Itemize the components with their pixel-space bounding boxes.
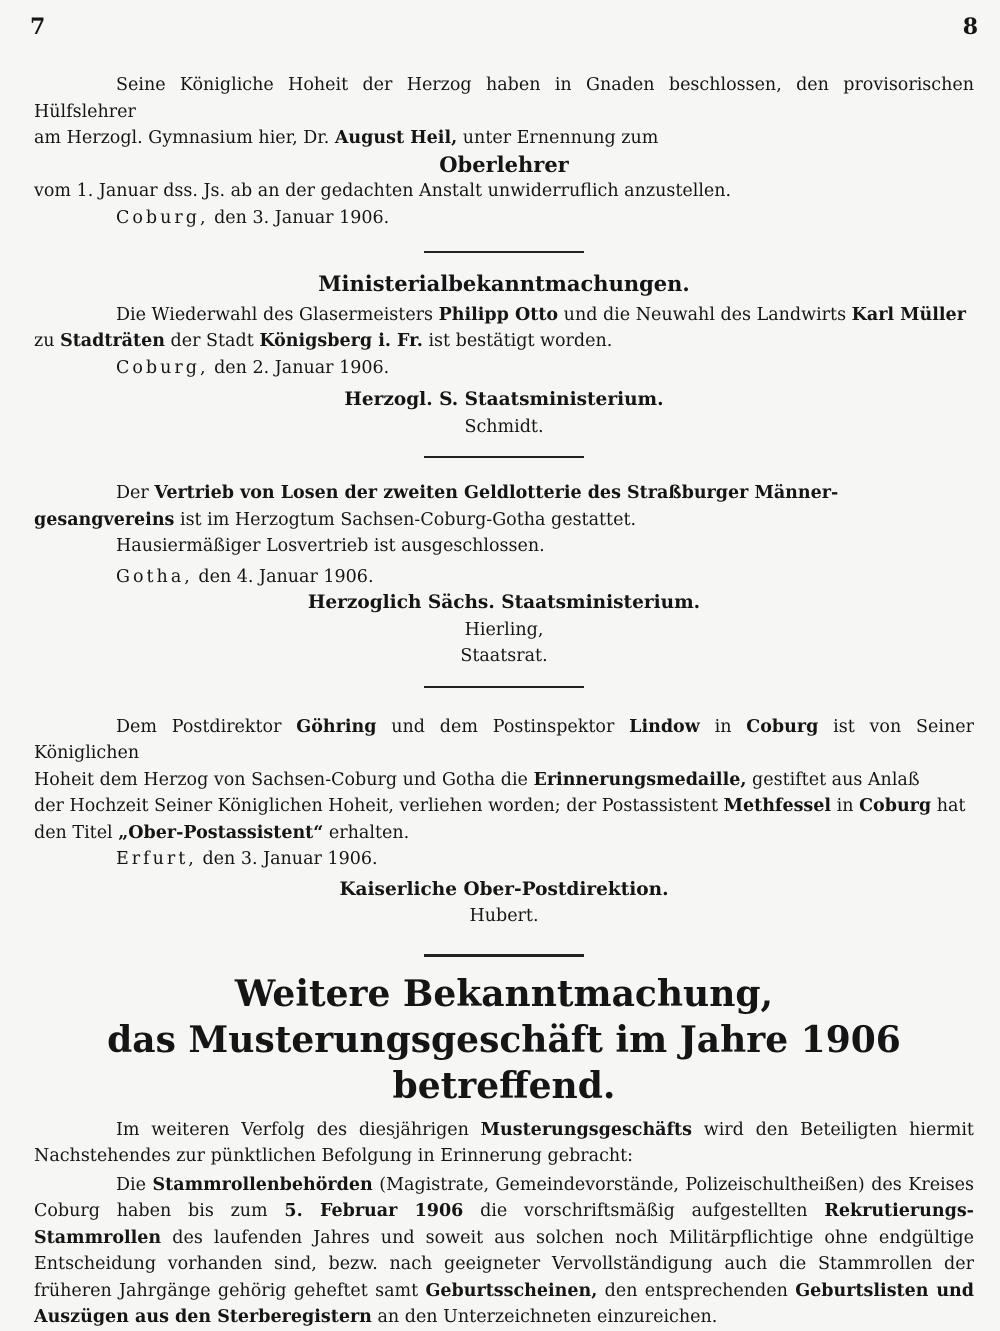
- ann4-line4: [34, 820, 974, 847]
- ann4-place: Erfurt,: [116, 849, 197, 869]
- ann2-name: Karl Müller: [851, 304, 966, 325]
- ann3-authority: Herzoglich Sächs. Staatsministerium.: [307, 592, 701, 613]
- ann2-bold: Stadträten: [60, 331, 165, 351]
- ann2-text: zu: [34, 331, 55, 351]
- ann1-title: Oberlehrer: [439, 151, 569, 177]
- ann5-title-line2: das Musterungsgeschäft im Jahre 1906 betreffend.: [107, 1018, 901, 1107]
- ann3-bold: gesangvereins: [34, 509, 175, 530]
- ann5-text: Im weiteren Verfolg des diesjährigen: [116, 1119, 469, 1140]
- ann5-paragraph1: [34, 1117, 974, 1170]
- ann4-text: Hoheit dem Herzog von Sachsen-Coburg und Gotha die: [34, 769, 528, 790]
- ann5-bold: Stammrollenbehörden: [152, 1174, 373, 1195]
- ann5-text: den entsprechenden: [604, 1280, 788, 1301]
- ann1-text: unter Ernennung zum: [462, 128, 659, 148]
- ann5-bold: Rekrutierungs-Stammrollen: [34, 1201, 974, 1248]
- ann4-line1: [34, 714, 974, 767]
- ann4-name: Methfessel: [723, 796, 832, 816]
- ann2-dateline: [34, 355, 974, 382]
- page-number-left: 7: [30, 14, 46, 40]
- ann5-bold: Geburtsscheinen,: [425, 1280, 598, 1301]
- ann3-text: Der: [116, 483, 149, 503]
- ann5-text: die vorschriftsmäßig aufgestellten: [480, 1201, 808, 1221]
- ann5-text: des laufenden Jahres und soweit aus solchen noch Militärpflichtige ohne endgültige Entscheidung vorhanden sind, bezw. nach geeigneter Vervollständigung auch die Stammrollen der früheren Jahrgänge gehörig geheftet samt: [34, 1227, 974, 1301]
- ann4-name: Coburg: [746, 716, 819, 737]
- ann4-date: den 3. Januar 1906.: [202, 849, 378, 869]
- ann2-heading: Ministerialbekanntmachungen.: [318, 271, 690, 296]
- ann3-bold: Vertrieb von Losen der zweiten Geldlotterie des Straßburger Männer-: [154, 483, 839, 503]
- ann1-line1: Seine Königliche Hoheit der Herzog haben in Gnaden beschlossen, den provisorischen Hülfslehrer: [34, 75, 974, 122]
- ann2-line2: [34, 328, 974, 355]
- ann2-text: und die Neuwahl des Landwirts: [563, 304, 847, 325]
- ann3-dateline: [34, 564, 974, 591]
- ann4-name: Göhring: [296, 716, 377, 737]
- ann3-signer-title: Staatsrat.: [460, 646, 548, 666]
- ann3-text: ist im Herzogtum Sachsen-Coburg-Gotha gestattet.: [179, 509, 637, 530]
- ann3-line2: [34, 507, 974, 534]
- ann2-text: ist bestätigt worden.: [428, 331, 613, 351]
- ann1-name: August Heil,: [334, 128, 458, 148]
- announcement-ministerial: [34, 271, 974, 440]
- ann5-text: Die: [116, 1174, 146, 1195]
- ann4-name: Lindow: [629, 716, 700, 737]
- ann3-date: den 4. Januar 1906.: [198, 566, 374, 587]
- ann2-text: der Stadt: [170, 331, 254, 351]
- ann5-title-line1: Weitere Bekanntmachung,: [234, 972, 774, 1015]
- ann2-authority: Herzogl. S. Staatsministerium.: [344, 389, 664, 410]
- ann3-line1: [34, 480, 974, 507]
- ann5-deadline: 5. Februar 1906: [284, 1201, 464, 1221]
- ann4-text: in: [714, 716, 732, 737]
- ann1-text: am Herzogl. Gymnasium hier, Dr.: [34, 128, 330, 148]
- ann3-signer: Hierling,: [464, 619, 544, 640]
- ann4-text: der Hochzeit Seiner Königlichen Hoheit, verliehen worden; der Postassistent: [34, 796, 719, 816]
- ann2-bold: Königsberg i. Fr.: [259, 331, 423, 351]
- ann4-bold: Erinnerungsmedaille,: [533, 769, 747, 790]
- ann1-date: den 3. Januar 1906.: [214, 207, 390, 228]
- ann2-signer: Schmidt.: [464, 416, 544, 437]
- ann5-bold: Musterungsgeschäfts: [480, 1119, 692, 1140]
- ann1-place: Coburg,: [116, 207, 209, 228]
- ann4-text: hat: [936, 796, 966, 816]
- ann2-place: Coburg,: [116, 357, 209, 378]
- page-content: [34, 72, 974, 1331]
- ann3-line3: Hausiermäßiger Losvertrieb ist ausgeschlossen.: [116, 536, 545, 556]
- ann3-place: Gotha,: [116, 566, 193, 587]
- ann2-text: Die Wiederwahl des Glasermeisters: [116, 304, 434, 325]
- ann1-line2: [34, 125, 974, 152]
- ann4-text: erhalten.: [328, 822, 410, 843]
- ann2-date: den 2. Januar 1906.: [214, 357, 390, 378]
- ann4-authority: Kaiserliche Ober-Postdirektion.: [339, 878, 669, 900]
- ann4-text: den Titel: [34, 822, 113, 843]
- ann5-text: wird den Beteiligten hiermit Nachstehendes zur pünktlichen Befolgung in Erinnerung gebracht:: [34, 1119, 974, 1166]
- announcement-postal: [34, 714, 974, 930]
- ann5-bold: Geburtslisten und Auszügen aus den Sterberegistern: [34, 1280, 974, 1327]
- ann4-name: Coburg: [859, 796, 932, 816]
- ann5-text: an den Unterzeichneten einzureichen.: [377, 1307, 718, 1327]
- announcement-lottery: [34, 480, 974, 670]
- ann5-text: (Magistrate, Gemeindevorstände, Polizeischultheißen) des Kreises Coburg haben bis zum: [34, 1174, 974, 1221]
- ann1-line3: vom 1. Januar dss. Js. ab an der gedachten Anstalt unwiderruflich anzustellen.: [34, 181, 732, 201]
- announcement-muster: [34, 971, 974, 1331]
- ann4-text: gestiftet aus Anlaß: [752, 769, 920, 790]
- ann4-line2: [34, 767, 974, 794]
- ann4-text: ist von Seiner Königlichen: [34, 716, 974, 763]
- announcement-appointment: [34, 72, 974, 231]
- ann2-name: Philipp Otto: [438, 304, 559, 325]
- ann4-line3: [34, 793, 974, 820]
- ann4-dateline: [34, 846, 974, 873]
- page-number-right: 8: [962, 14, 978, 40]
- ann4-signer: Hubert.: [469, 906, 539, 926]
- ann4-bold: „Ober-Postassistent“: [118, 822, 324, 843]
- ann4-text: in: [836, 796, 854, 816]
- ann4-text: Dem Postdirektor: [116, 716, 282, 737]
- ann4-text: und dem Postinspektor: [391, 716, 615, 737]
- ann1-dateline: [34, 205, 974, 232]
- ann5-paragraph2: [34, 1172, 974, 1331]
- ann2-line1: [34, 302, 974, 329]
